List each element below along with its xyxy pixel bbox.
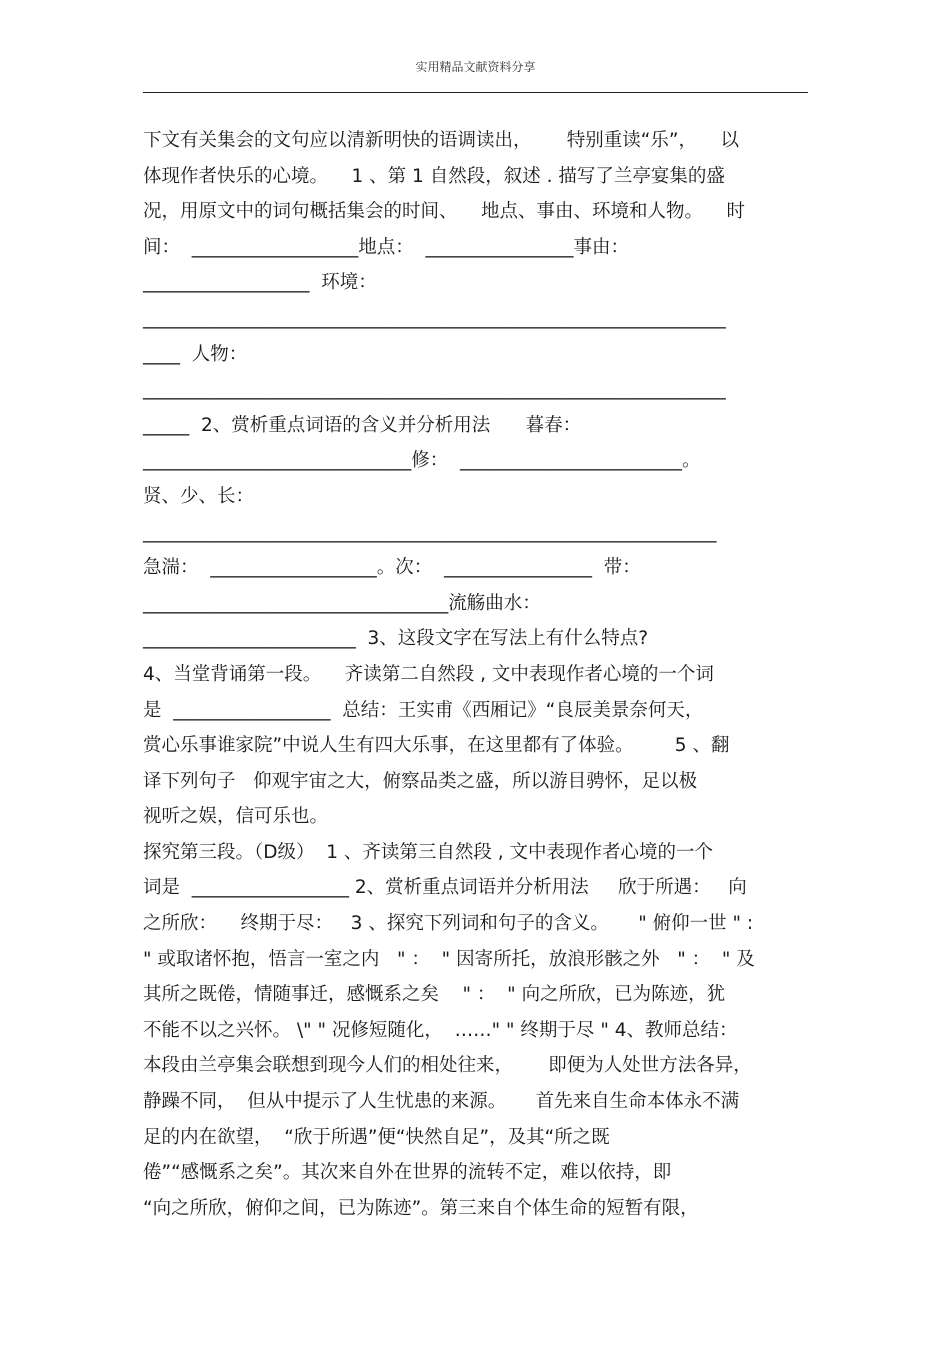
text-line: 间： __________________地点： ________________事由： (143, 236, 630, 258)
text-line: 体现作者快乐的心境。 1 、第 1 自然段，叙述 . 描写了兰亭宴集的盛 (143, 165, 725, 187)
text-line: “向之所欣，俯仰之间，已为陈迹”。第三来自个体生命的短暂有限， (143, 1197, 699, 1219)
text-line: 赏心乐事谁家院”中说人生有四大乐事，在这里都有了体验。 5 、翻 (143, 735, 730, 757)
document-body (143, 123, 833, 1226)
text-line: __________________ 环境： (143, 272, 377, 294)
text-line: 静躁不同， 但从中提示了人生忧患的来源。 首先来自生命本体永不满 (143, 1091, 740, 1113)
text-line: 是 _________________ 总结：王实甫《西厢记》“良辰美景奈何天， (143, 699, 704, 721)
text-line: ____ 人物： (143, 343, 248, 365)
text-line: 况，用原文中的词句概括集会的时间、 地点、事由、环境和人物。 时 (143, 201, 746, 223)
text-line: _______________________________________________________________ (143, 379, 726, 401)
text-line: _________________________________流觞曲水： (143, 592, 541, 614)
text-line: 急湍： __________________。次： ________________ 带： (143, 557, 641, 579)
text-line: 之所欣： 终期于尽： 3 、探究下列词和句子的含义。 " 俯仰一世 " : (143, 913, 754, 935)
text-line: _____________________________修： ________________________。 (143, 450, 701, 472)
text-line: 译下列句子 仰观宇宙之大，俯察品类之盛，所以游目骋怀，足以极 (143, 770, 698, 792)
text-line: " 或取诸怀抱，悟言一室之内 " ： " 因寄所托，放浪形骸之外 " ： " 及 (143, 948, 755, 970)
text-line: 其所之既倦，情随事迁，感慨系之矣 " ： " 向之所欣，已为陈迹，犹 (143, 984, 726, 1006)
text-line: 词是 _________________ 2、赏析重点词语并分析用法 欣于所遇： 向 (143, 877, 747, 899)
text-line: 本段由兰亭集会联想到现今人们的相处往来， 即便为人处世方法各异， (143, 1055, 752, 1077)
text-line: _______________________________________________________________ (143, 307, 726, 329)
text-line: _______________________ 3、这段文字在写法上有什么特点? (143, 628, 649, 650)
text-line: 不能不以之兴怀。 \" " 况修短随化， ……" " 终期于尽 " 4、教师总结： (143, 1019, 738, 1041)
text-line: 探究第三段。（D级） 1 、齐读第三自然段 , 文中表现作者心境的一个 (143, 841, 714, 863)
page-header: 实用精品文献资料分享 (415, 60, 536, 74)
text-line: _____ 2、赏析重点词语的含义并分析用法 暮春： (143, 414, 582, 436)
header-divider (143, 92, 808, 93)
text-line: 足的内在欲望， “欣于所遇”便“快然自足”，及其“所之既 (143, 1126, 610, 1148)
text-line: ______________________________________________________________ (143, 521, 717, 543)
text-line: 倦”“感慨系之矣”。其次来自外在世界的流转不定，难以依持，即 (143, 1162, 672, 1184)
text-line: 4、当堂背诵第一段。 齐读第二自然段 , 文中表现作者心境的一个词 (143, 663, 714, 685)
text-line: 视听之娱，信可乐也。 (143, 806, 329, 828)
text-line: 贤、少、长： (143, 485, 255, 507)
text-line: 下文有关集会的文句应以清新明快的语调读出， 特别重读“乐”， 以 (143, 130, 739, 151)
